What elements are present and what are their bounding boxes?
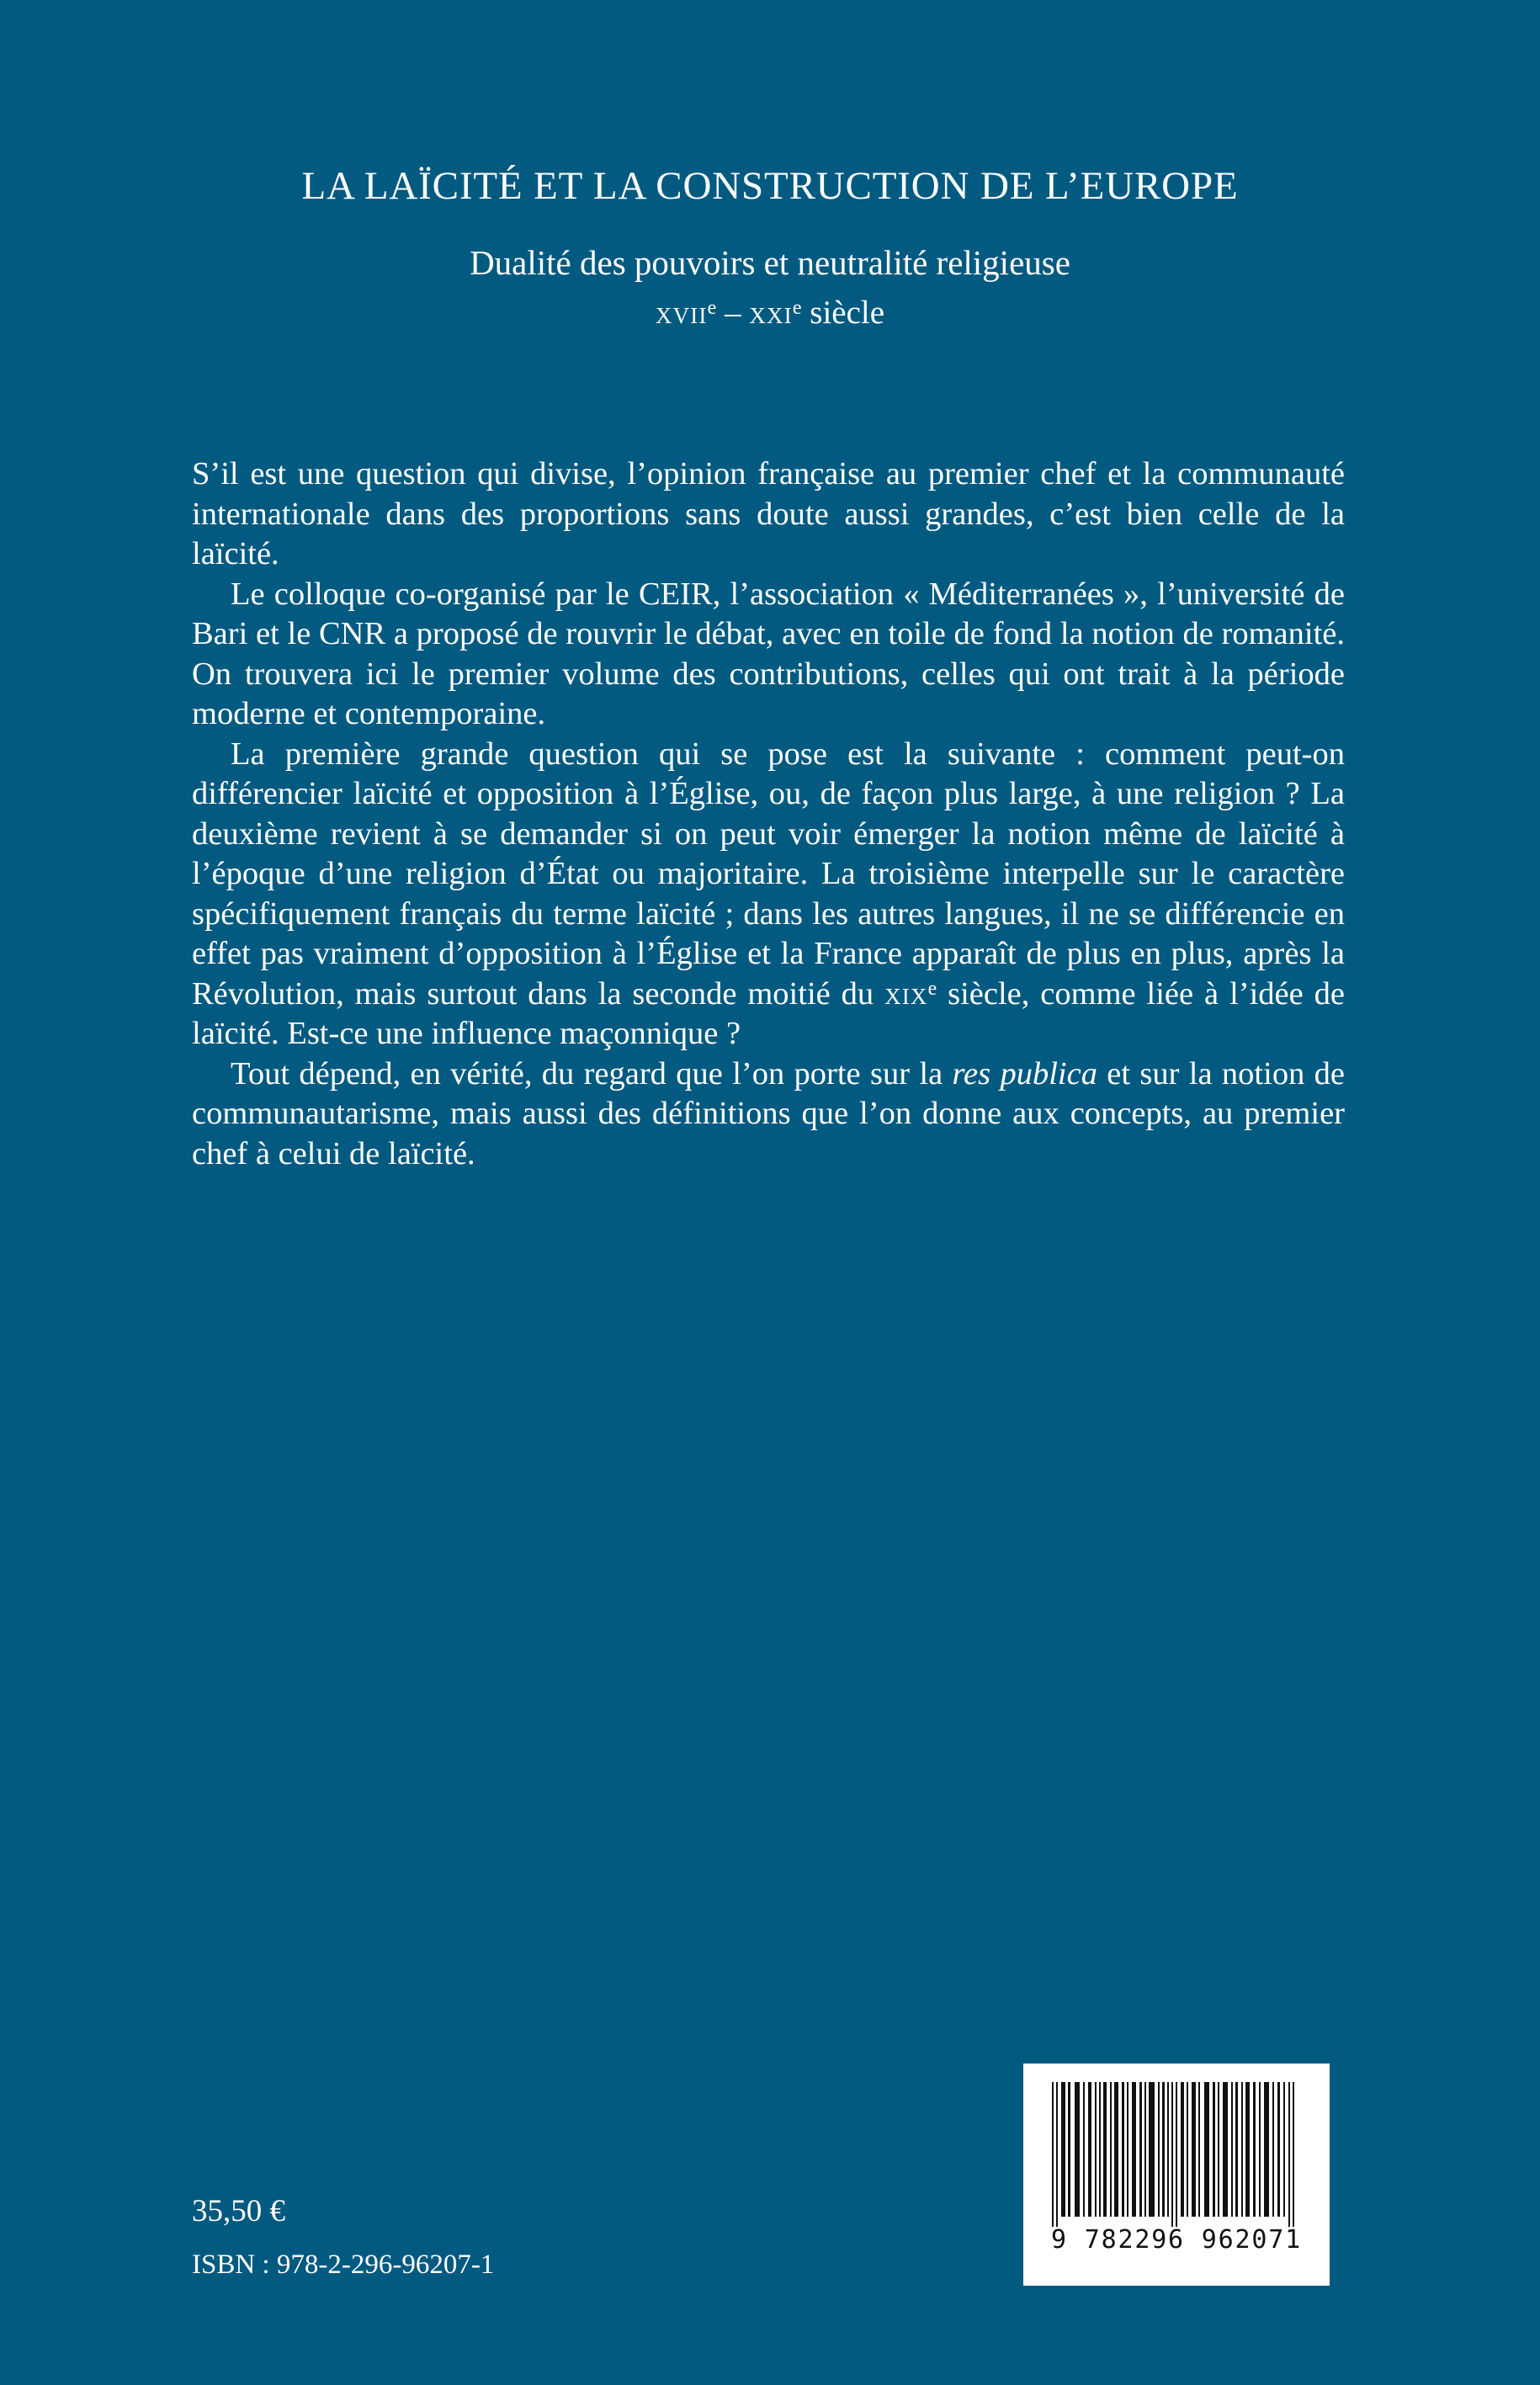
book-period-range — [0, 283, 1540, 332]
title-block — [0, 165, 1540, 332]
barcode-bars-icon — [1050, 2082, 1303, 2227]
latin-phrase-res-publica: res publica — [952, 1055, 1097, 1092]
barcode — [1023, 2064, 1330, 2286]
century-dash: – — [716, 295, 750, 332]
century-first: xvii — [655, 295, 708, 332]
century-second: xxi — [749, 295, 793, 332]
century-unit-label: siècle — [801, 295, 885, 332]
blurb-paragraph-3 — [192, 735, 1345, 1054]
blurb-paragraph-4 — [192, 1054, 1345, 1175]
blurb-paragraph-1: S’il est une question qui divise, l’opinion française au premier chef et la communauté internationale dans des proportions sans doute aussi grandes, c’est bien celle de la laïcité. — [192, 456, 1345, 571]
blurb-paragraph-3-a: La première grande question qui se pose est la suivante : comment peut-on différencier laïcité et opposition à l’Église, ou, de façon plus large, à une religion ? La deuxième revient à se demander si on peut voir émerger la notion même de laïcité à l’époque d’une religion d’État ou majoritaire. La troisième interpelle sur le caractère spécifiquement français du terme laïcité ; dans les autres langues, il ne se différencie en effet pas vraiment d’opposition à l’Église et la France apparaît de plus en plus, après la Révolution, mais surtout dans la seconde moitié du — [192, 736, 1345, 1012]
barcode-digits: 9 782296 962071 — [1051, 2225, 1302, 2255]
blurb-text — [192, 454, 1345, 1174]
isbn-label: ISBN : 978-2-296-96207-1 — [192, 2250, 495, 2280]
blurb-paragraph-4-b: et sur la notion de communautarisme, mais aussi des définitions que l’on donne aux concepts, au premier chef à celui de laïcité. — [192, 1055, 1345, 1171]
blurb-paragraph-2: Le colloque co-organisé par le CEIR, l’association « Méditerranées », l’université de Bari et le CNR a proposé de rouvrir le débat, avec en toile de fond la notion de romanité. On trouvera ici le premier volume des contributions, celles qui ont trait à la période moderne et contemporaine. — [192, 576, 1345, 731]
century-second-ordinal: e — [792, 296, 802, 320]
century-first-ordinal: e — [707, 296, 717, 320]
blurb-century-xix: xix — [884, 975, 928, 1012]
blurb-century-xix-ordinal: e — [927, 977, 937, 1000]
blurb-paragraph-4-a: Tout dépend, en vérité, du regard que l’on porte sur la — [231, 1055, 953, 1092]
book-subtitle: Dualité des pouvoirs et neutralité religieuse — [470, 242, 1070, 282]
price-label: 35,50 € — [192, 2194, 285, 2228]
page-title: LA LAÏCITÉ ET LA CONSTRUCTION DE L’EUROPE — [301, 164, 1239, 208]
blurb-paragraph-3-b: siècle, comme liée à l’idée de laïcité. Est-ce une influence maçonnique ? — [192, 975, 1345, 1051]
